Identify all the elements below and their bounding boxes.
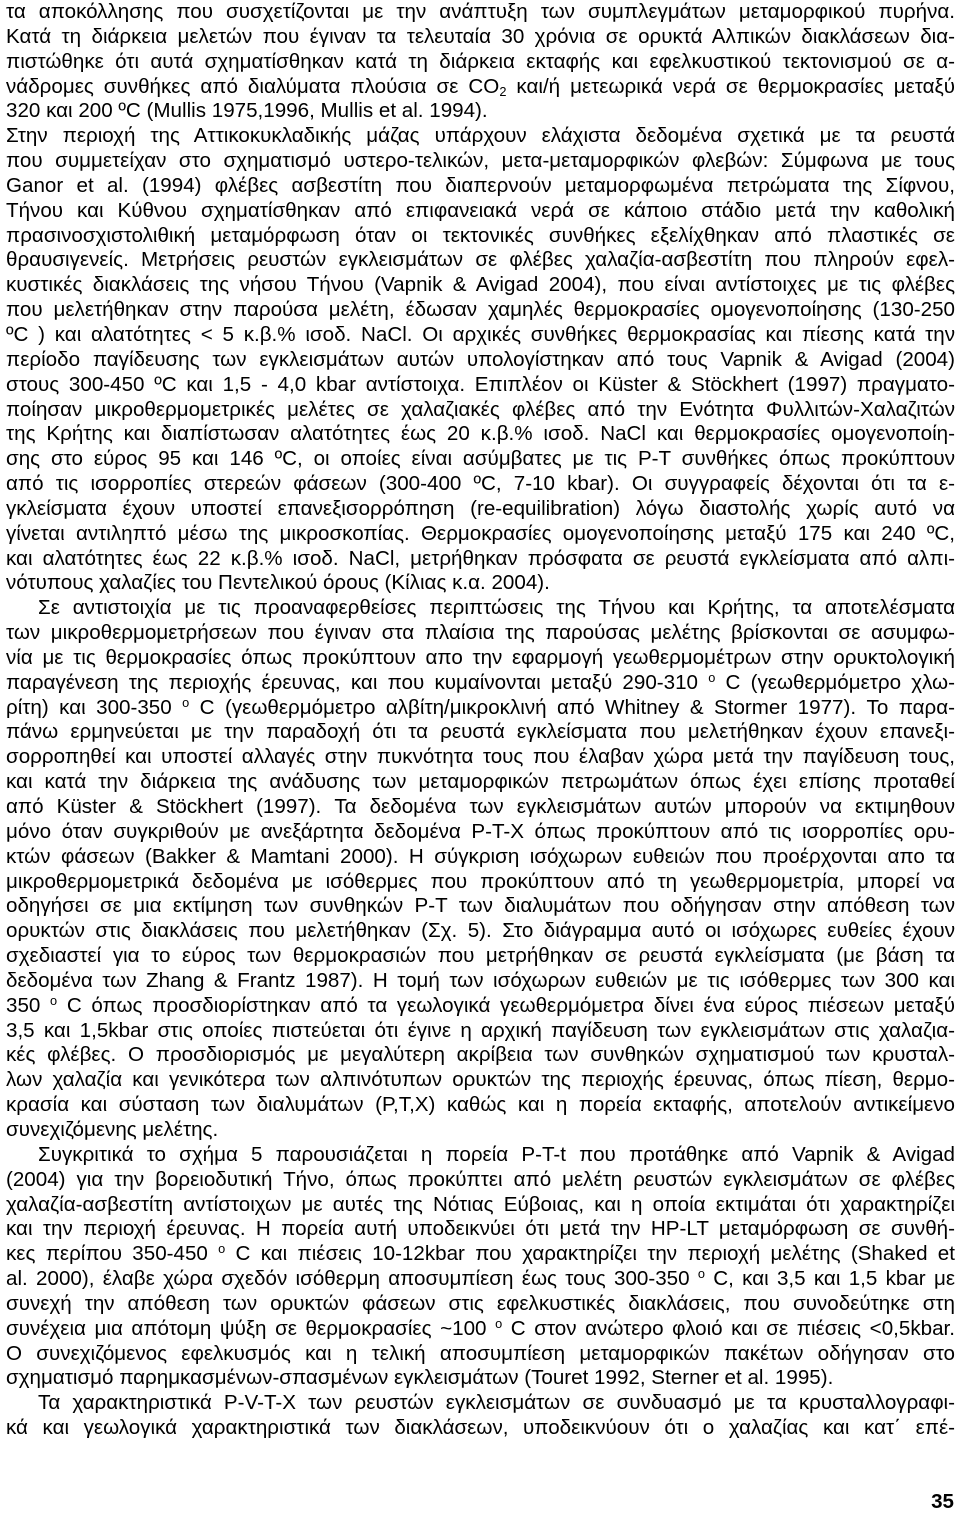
- text-line: γκλείσματα έχουν υποστεί επανεξισορρόπηση (re-equilibration) λόγω διαστολής χωρίς αυτό να: [6, 496, 955, 520]
- text-line: [6, 1267, 955, 1292]
- text-line: ορυκτών στις διακλάσεις που μελετήθηκαν (Σχ. 5). Στο διάγραμμα αυτό οι ισόχωρες ευθείες έχουν: [6, 919, 955, 943]
- text-line: Κατά τη διάρκεια μελετών που έγιναν τα τελευταία 30 χρόνια σε ορυκτά Αλπικών διακλάσεων δια-: [6, 24, 955, 48]
- text-line: περίοδο παγίδευσης των εγκλεισμάτων αυτών υπολογίστηκαν από τους Vapnik & Avigad (2004): [6, 347, 955, 371]
- text-line: οδηγήσει σε μια εκτίμηση των συνθηκών P-T των διαλυμάτων που οδήγησαν στην απόθεση των: [6, 894, 955, 918]
- text-line: θραυσιγενείς. Μετρήσεις ρευστών εγκλεισμάτων σε φλέβες χαλαζία-ασβεστίτη που πληρούν εφελ-: [6, 248, 955, 272]
- text-line: δεδομένα των Zhang & Frantz 1987). Η τομή των ισόχωρων ευθειών με τις ισόθερμες των 300 και: [6, 968, 955, 992]
- text-line: νία με τις θερμοκρασίες όπως προκύπτουν απο την εφαρμογή γεωθερμομέτρων στην ορυκτολογική: [6, 645, 955, 669]
- text-line: Ο συνεχιζόμενος εφελκυσμός και η τελική αποσυμπίεση μεταμορφικών πακέτων οδήγησαν στο: [6, 1341, 955, 1365]
- text-line: συνεχή την απόθεση των ορυκτών φάσεων στις εφελκυστικές διακλάσεις, που συνοδεύτηκε στη: [6, 1291, 955, 1315]
- text-line: από τις ισορροπίες στερεών φάσεων (300-400 ºC, 7-10 kbar). Οι συγγραφείς δέχονται ότι τα ε-: [6, 472, 955, 496]
- text-line: κρασία και σύσταση των διαλυμάτων (P,T,X) καθώς και η πορεία εκταφής, αποτελούν αντικείμενο: [6, 1093, 955, 1117]
- text-line: και αλατότητες έως 22 κ.β.% ισοδ. NaCl, μετρήθηκαν πρόσφατα σε ρευστά εγκλείσματα από αλπι-: [6, 546, 955, 570]
- text-line: των μικροθερμομετρήσεων που έγιναν στα πλαίσια της παρούσας μελέτης βρίσκονται σε ασυμφω-: [6, 621, 955, 645]
- text-line: ποίησαν μικροθερμομετρικές μελέτες σε χαλαζιακές φλέβες από την Ενότητα Φυλλιτών-Χαλαζιτών: [6, 397, 955, 421]
- text-segment: al. 2000), έλαβε χώρα σχεδόν ισόθερμη αποσυμπίεση έως τους 300-350: [6, 1267, 698, 1291]
- text-line: 3,5 και 1,5kbar στις οποίες πιστεύεται ότι έγινε η αρχική παγίδευση των εγκλεισμάτων στις χαλαζια-: [6, 1018, 955, 1042]
- text-line: κυστικές διακλάσεις της νήσου Τήνου (Vapnik & Avigad 2004), που είναι αντίστοιχες με τις φλέβες: [6, 273, 955, 297]
- text-line: [6, 1242, 955, 1267]
- text-line: που μελετήθηκαν στην παρούσα μελέτη, έδωσαν χαμηλές θερμοκρασίες ομογενοποίησης (130-250: [6, 298, 955, 322]
- text-line: νότυπους χαλαζίες του Πεντελικού όρους (Κίλιας κ.α. 2004).: [6, 571, 550, 595]
- text-segment: νάδρομες συνθήκες από διαλύματα πλούσια σε CO: [6, 74, 500, 98]
- text-line: [6, 671, 955, 696]
- text-line: συνεχιζόμενης μελέτης.: [6, 1117, 219, 1141]
- text-segment: C (γεωθερμόμετρο αλβίτη/μικροκλινή από Whitney & Stormer 1977). Το παρα-: [189, 695, 955, 719]
- superscript: o: [495, 1315, 503, 1331]
- body-text: [6, 0, 955, 1441]
- text-segment: C και πιέσεις 10-12kbar που χαρακτηρίζει την περιοχή μελέτης (Shaked et: [225, 1242, 955, 1266]
- text-line: που συμμετείχαν στο σχηματισμό υστερο-τελικών, μετα-μεταμορφικών φλεβών: Σύμφωνα με τους: [6, 149, 955, 173]
- superscript: o: [182, 694, 190, 710]
- superscript: o: [218, 1241, 226, 1257]
- text-line: λων χαλαζία και γενικότερα των αλπινότυπων ορυκτών της περιοχής έρευνας, όπως πίεση, θερμο-: [6, 1068, 955, 1092]
- text-line: ºC ) και αλατότητες < 5 κ.β.% ισοδ. NaCl. Οι αρχικές συνθήκες θερμοκρασίας και πίεσης κατά την: [6, 322, 955, 346]
- text-line: κές φλέβες. Ο προσδιορισμός με μεγαλύτερη ακρίβεια των συνθηκών σχηματισμού των κρυσταλ-: [6, 1043, 955, 1067]
- text-line: μικροθερμομετρικά δεδομένα με ισόθερμες που προκύπτουν από τη γεωθερμομετρία, μπορεί να: [6, 869, 955, 893]
- text-line: και κατά την διάρκεια της ανάδυσης των μεταμορφικών πετρωμάτων όπως έχει επίσης προταθεί: [6, 770, 955, 794]
- text-line: [6, 994, 955, 1019]
- text-line: πάνω ερμηνεύεται με την παραδοχή ότι τα ρευστά εγκλείσματα που μελετήθηκαν έχουν επανεξι-: [6, 720, 955, 744]
- text-line: σχεδιαστεί για το εύρος των θερμοκρασιών που μετρήθηκαν σε ρευστά εγκλείσματα (με βάση τα: [6, 944, 955, 968]
- text-segment: C, και 3,5 και 1,5 kbar με: [704, 1267, 955, 1291]
- text-line: κά και γεωλογικά χαρακτηριστικά των διακλάσεων, υποδεικνύουν ότι ο χαλαζίας και κατ΄ επέ-: [6, 1416, 955, 1440]
- text-segment: ρίτη) και 300-350: [6, 695, 183, 719]
- text-segment: κες περίπου 350-450: [6, 1242, 219, 1266]
- subscript: 2: [499, 83, 507, 99]
- text-line: Σε αντιστοιχία με τις προαναφερθείσες περιπτώσεις της Τήνου και Κρήτης, τα αποτελέσματα: [38, 596, 955, 620]
- text-line: 320 και 200 ºC (Mullis 1975,1996, Mullis et al. 1994).: [6, 99, 488, 123]
- text-line: τα αποκόλλησης που συσχετίζονται με την ανάπτυξη των συμπλεγμάτων μεταμορφικού πυρήνα.: [6, 0, 955, 23]
- text-line: πιστώθηκε ότι αυτά σχηματίσθηκαν κατά τη διάρκεια εκταφής και εφελκυστικού τεκτονισμού σε α-: [6, 49, 955, 73]
- text-line: [6, 696, 955, 721]
- text-line: στους 300-450 ºC και 1,5 - 4,0 kbar αντίστοιχα. Επιπλέον οι Küster & Stöckhert (1997) πραγματο-: [6, 372, 955, 396]
- text-line: και την περιοχή έρευνας. Η πορεία αυτή υποδεικνύει ότι μετά την HP-LT μεταμόρφωση σε συνθή-: [6, 1217, 955, 1241]
- text-segment: και/ή μετεωρικά νερά σε θερμοκρασίες μεταξύ: [506, 74, 955, 98]
- superscript: o: [708, 669, 716, 685]
- text-line: σχηματισμό παρημκασμένων-σπασμένων εγκλεισμάτων (Touret 1992, Sterner et al. 1995).: [6, 1366, 834, 1390]
- page-number: 35: [931, 1490, 954, 1513]
- text-line: Τα χαρακτηριστικά P-V-T-X των ρευστών εγκλεισμάτων σε συνδυασμό με τα κρυσταλλογραφι-: [38, 1391, 955, 1415]
- text-line: μόνο όταν συγκριθούν με ανεξάρτητα δεδομένα P-T-X όπως προκύπτουν από τις ισορροπίες ορυ-: [6, 819, 955, 843]
- text-line: Ganor et al. (1994) φλέβες ασβεστίτη που διαπερνούν μεταμορφωμένα πετρώματα της Σίφνου,: [6, 173, 955, 197]
- text-line: Τήνου και Κύθνου σχηματίσθηκαν από επιφανειακά νερά σε κάποιο στάδιο μετά την καθολική: [6, 198, 955, 222]
- text-segment: C όπως προσδιορίστηκαν από τα γεωλογικά γεωθερμόμετρα δίνει ένα εύρος πιέσεων μεταξύ: [57, 993, 955, 1017]
- text-segment: 350: [6, 993, 51, 1017]
- text-line: από Küster & Stöckhert (1997). Τα δεδομένα των εγκλεισμάτων αυτών μπορούν να εκτιμηθουν: [6, 795, 955, 818]
- text-line: κτών φάσεων (Bakker & Mamtani 2000). Η σύγκριση ισόχωρων ευθειών που προέρχονται απο τα: [6, 844, 955, 868]
- text-segment: συνέχεια μια απότομη ψύξη σε θερμοκρασίες ~100: [6, 1316, 496, 1340]
- superscript: o: [50, 992, 58, 1008]
- text-line: (2004) για την βορειοδυτική Τήνο, όπως προκύπτει από μελέτη ρευστών εγκλεισμάτων σε φλέβες: [6, 1167, 955, 1191]
- text-line: Συγκριτικά το σχήμα 5 παρουσιάζεται η πορεία P-T-t που προτάθηκε από Vapnik & Avigad: [38, 1142, 955, 1166]
- text-line: [6, 1317, 955, 1342]
- text-segment: C (γεωθερμόμετρο χλω-: [715, 670, 955, 694]
- text-line: σης στο εύρος 95 και 146 ºC, οι οποίες είναι ασύμβατες με τις P-T συνθήκες όπως προκύπτουν: [6, 447, 955, 471]
- text-segment: παραγένεση της περιοχής έρευνας, και που κυμαίνονται μεταξύ 290-310: [6, 670, 709, 694]
- text-line: σορροπηθεί και υποστεί αλλαγές στην πυκνότητα τους που έλαβαν χώρα μετά την παγίδευση τους,: [6, 745, 955, 769]
- text-line: της Κρήτης και διαπίστωσαν αλατότητες έως 20 κ.β.% ισοδ. NaCl και θερμοκρασίες ομογενοποίη-: [6, 422, 955, 446]
- superscript: o: [697, 1266, 705, 1282]
- text-line: χαλαζία-ασβεστίτη αντίστοιχων με αυτές της Νότιας Εύβοιας, και η οποία εκτιμάται ότι χαρακτηρίζει: [6, 1192, 955, 1216]
- text-segment: C στον ανώτερο φλοιό και σε πιέσεις <0,5kbar.: [502, 1316, 955, 1340]
- text-line: γίνεται αντιληπτό μέσω της μικροσκοπίας. Θερμοκρασίες ομογενοποίησης μεταξύ 175 και 240 ºC,: [6, 521, 955, 545]
- text-line: [6, 75, 955, 100]
- text-line: Στην περιοχή της Αττικοκυκλαδικής μάζας υπάρχουν ελάχιστα δεδομένα σχετικά με τα ρευστά: [6, 124, 955, 148]
- text-line: πρασινοσχιστολιθική μεταμόρφωση όταν οι τεκτονικές συνθήκες εξελίχθηκαν από πλαστικές σε: [6, 223, 955, 247]
